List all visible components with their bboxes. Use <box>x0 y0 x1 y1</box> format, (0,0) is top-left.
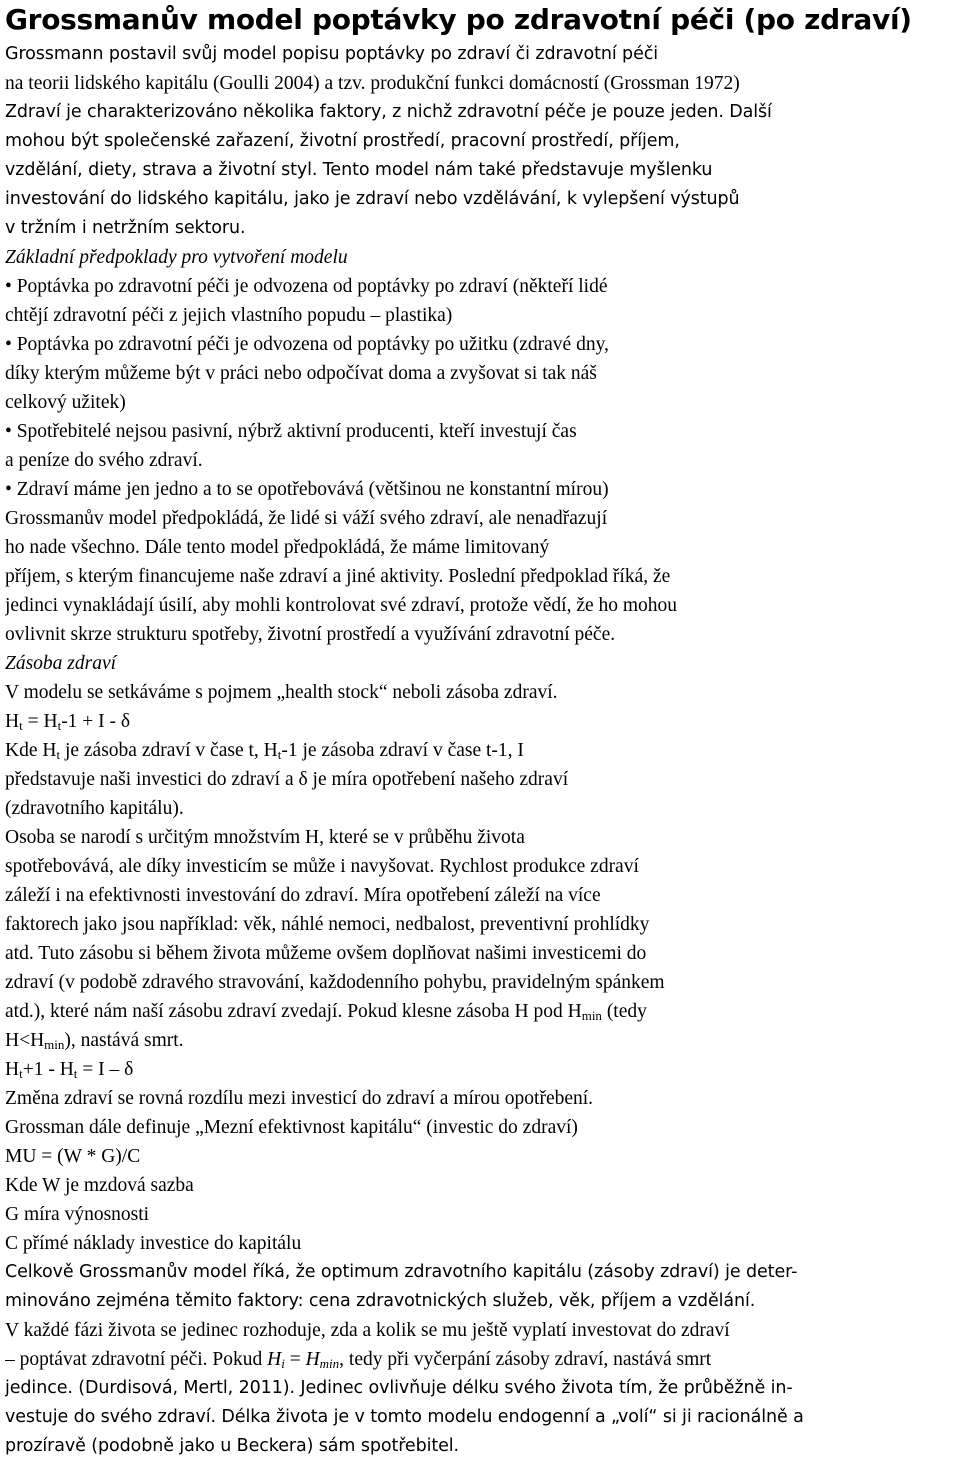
document-page <box>5 0 955 1461</box>
equation-description: (zdravotního kapitálu). <box>5 798 184 819</box>
stock-body-line: zdraví (v podobě zdravého stravování, každodenního pohybu, pravidelným spánkem <box>5 972 665 993</box>
equation-description: představuje naši investici do zdraví a δ je míra opotřebení našeho zdraví <box>5 769 569 790</box>
assumption-line: • Spotřebitelé nejsou pasivní, nýbrž aktivní producenti, kteří investují čas <box>5 421 577 442</box>
summary-line: Celkově Grossmanův model říká, že optimum zdravotního kapitálu (zásoby zdraví) je deter- <box>5 1262 798 1282</box>
assumption-line: • Poptávka po zdravotní péči je odvozena od poptávky po zdraví (někteří lidé <box>5 276 608 297</box>
stock-intro: V modelu se setkáváme s pojmem „health stock“ neboli zásoba zdraví. <box>5 682 558 703</box>
stock-hmin-line: $H<H_{min}$), nastává smrt. <box>5 1030 184 1052</box>
assumption-line: celkový užitek) <box>5 392 126 413</box>
summary-line: minováno zejména těmito faktory: cena zdravotnických služeb, věk, příjem a vzdělání. <box>5 1291 756 1311</box>
stock-body-line: záleží i na efektivnosti investování do zdraví. Míra opotřebení záleží na více <box>5 885 601 906</box>
summary-line: V každé fázi života se jedinec rozhoduje, zda a kolik se mu ještě vyplatí investovat do zdraví <box>5 1320 730 1341</box>
intro-line: mohou být společenské zařazení, životní prostředí, pracovní prostředí, příjem, <box>5 131 680 151</box>
intro-line: vzdělání, diety, strava a životní styl. Tento model nám také představuje myšlenku <box>5 160 713 180</box>
assumption-line: ho nade všechno. Dále tento model předpokládá, že máme limitovaný <box>5 537 550 558</box>
intro-line: na teorii lidského kapitálu (Goulli 2004) a tzv. produkční funkci domácností (Grossman 1972) <box>5 73 740 94</box>
closing-line: Změna zdraví se rovná rozdílu mezi investicí do zdraví a mírou opotřebení. <box>5 1088 594 1109</box>
assumption-line: jedinci vynakládají úsilí, aby mohli kontrolovat své zdraví, protože vědí, že ho mohou <box>5 595 678 616</box>
assumption-line: Grossmanův model předpokládá, že lidé si váží svého zdraví, ale nenadřazují <box>5 508 608 529</box>
closing-line: G míra výnosnosti <box>5 1204 150 1225</box>
assumption-line: • Zdraví máme jen jedno a to se opotřebovává (většinou ne konstantní mírou) <box>5 479 609 500</box>
summary-line: prozíravě (podobně jako u Beckera) sám spotřebitel. <box>5 1436 460 1456</box>
equation-health-change: $H_t+1 - H_t = I - \delta$ <box>5 1059 134 1081</box>
assumption-line: chtějí zdravotní péči z jejich vlastního popudu – plastika) <box>5 305 453 326</box>
page-title: Grossmanův model poptávky po zdravotní péči (po zdraví) <box>5 3 912 36</box>
stock-body-line: atd. Tuto zásobu si během života můžeme ovšem doplňovat našimi investicemi do <box>5 943 647 964</box>
closing-line: Grossman dále definuje „Mezní efektivnost kapitálu“ (investic do zdraví) <box>5 1117 578 1138</box>
assumption-line: • Poptávka po zdravotní péči je odvozena od poptávky po užitku (zdravé dny, <box>5 334 609 355</box>
stock-hmin-line: atd.), které nám naší zásobu zdraví zvedají. Pokud klesne zásoba H pod $H_{min}$ (tedy <box>5 1001 647 1023</box>
intro-line: investování do lidského kapitálu, jako je zdraví nebo vzdělávání, k vylepšení výstupů <box>5 189 740 209</box>
equation-health-stock: $H_t = H_t-1 + I - \delta$ <box>5 711 131 733</box>
stock-body-line: Osoba se narodí s určitým množstvím H, které se v průběhu života <box>5 827 525 848</box>
intro-line: Zdraví je charakterizováno několika faktory, z nichž zdravotní péče je pouze jeden. Další <box>5 102 772 122</box>
assumption-line: ovlivnit skrze strukturu spotřeby, životní prostředí a využívání zdravotní péče. <box>5 624 616 645</box>
closing-line: Kde W je mzdová sazba <box>5 1175 194 1196</box>
equation-marginal-efficiency: MU = (W * G)/C <box>5 1146 141 1167</box>
section-heading-stock: Zásoba zdraví <box>5 653 117 674</box>
assumption-line: díky kterým můžeme být v práci nebo odpočívat doma a zvyšovat si tak náš <box>5 363 597 384</box>
assumption-line: a peníze do svého zdraví. <box>5 450 203 471</box>
summary-line: vestuje do svého zdraví. Délka života je v tomto modelu endogenní a „volí“ si ji racionálně a <box>5 1407 804 1427</box>
closing-line: C přímé náklady investice do kapitálu <box>5 1233 302 1254</box>
assumption-line: příjem, s kterým financujeme naše zdraví a jiné aktivity. Poslední předpoklad říká, že <box>5 566 671 587</box>
summary-line: jedince. (Durdisová, Mertl, 2011). Jedinec ovlivňuje délku svého života tím, že průběžně in- <box>5 1378 793 1398</box>
equation-description: Kde $H_t$ je zásoba zdraví v čase t, $H_t-1$ je zásoba zdraví v čase t-1, I <box>5 740 524 762</box>
section-heading-assumptions: Základní předpoklady pro vytvoření modelu <box>5 247 348 268</box>
stock-body-line: faktorech jako jsou například: věk, náhlé nemoci, nedbalost, preventivní prohlídky <box>5 914 650 935</box>
summary-line: – poptávat zdravotní péči. Pokud $H_i = H_{min}$, tedy při vyčerpání zásoby zdraví, nastává smrt <box>5 1349 712 1371</box>
intro-line: v tržním i netržním sektoru. <box>5 218 246 238</box>
intro-line: Grossmann postavil svůj model popisu poptávky po zdraví či zdravotní péči <box>5 44 659 64</box>
stock-body-line: spotřebovává, ale díky investicím se může i navyšovat. Rychlost produkce zdraví <box>5 856 639 877</box>
